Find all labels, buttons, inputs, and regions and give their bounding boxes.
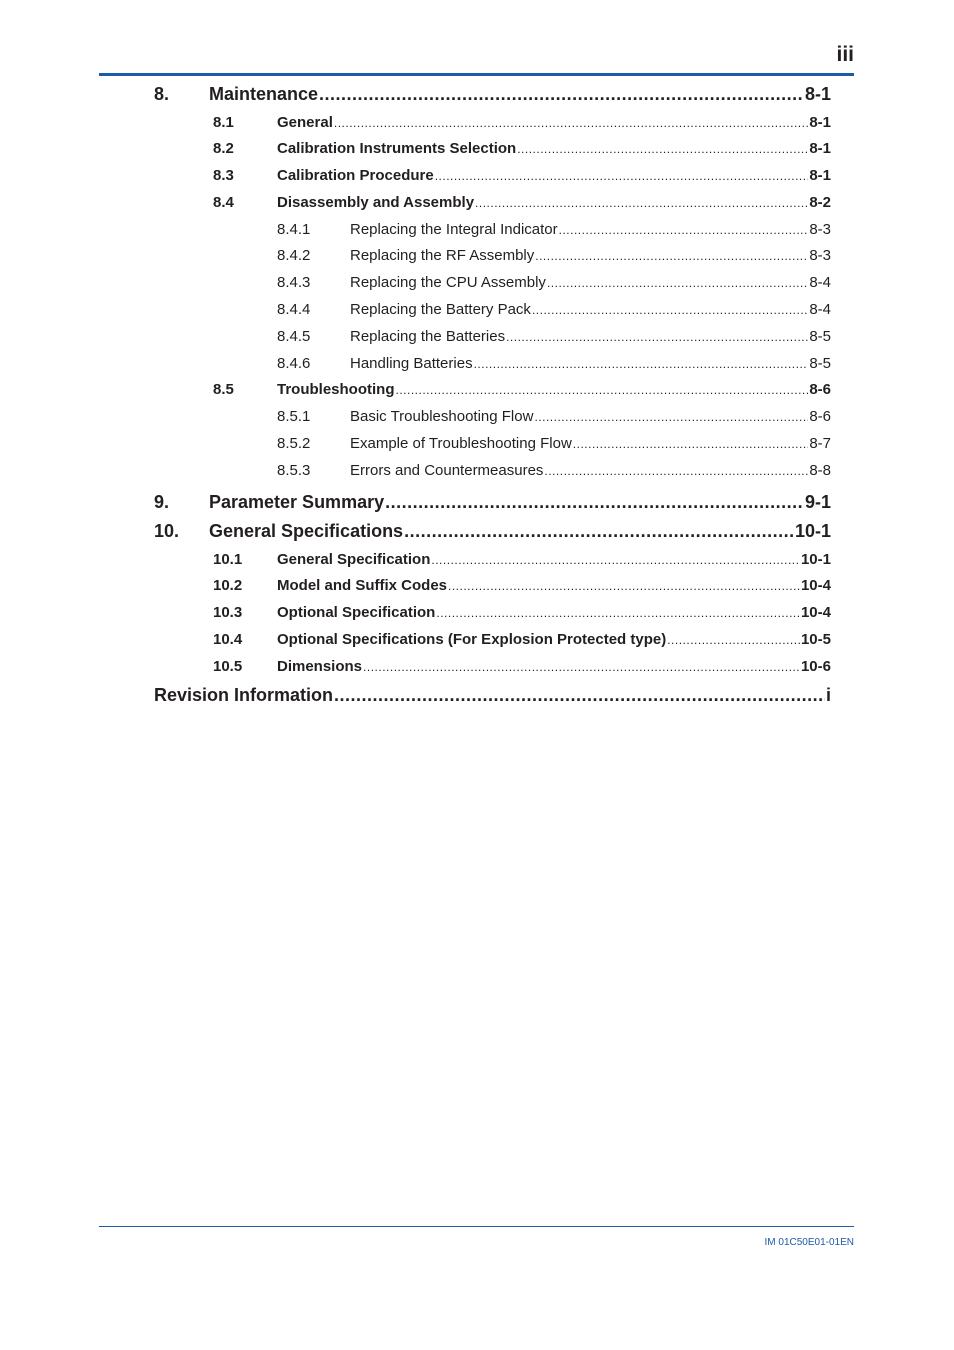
- toc-section-8-2[interactable]: [154, 140, 831, 167]
- dot-leader: [435, 169, 809, 183]
- toc-subsection-number: 8.4.1: [277, 220, 311, 238]
- toc-page-ref: 8-1: [809, 167, 831, 185]
- header-rule: [99, 73, 854, 76]
- toc-section-title: Dimensions: [277, 657, 363, 675]
- toc-page-ref: 8-5: [809, 354, 831, 372]
- dot-leader: [385, 492, 804, 513]
- toc-section-title: Calibration Instruments Selection: [277, 140, 517, 158]
- toc-section-title: Optional Specification: [277, 604, 436, 622]
- toc-chapter-title: Parameter Summary: [209, 491, 385, 512]
- toc-subsection-title: Handling Batteries: [350, 354, 473, 372]
- toc-section-10-3[interactable]: [154, 604, 831, 631]
- toc-section-8-1[interactable]: [154, 114, 831, 141]
- toc-subsection-title: Replacing the Batteries: [350, 327, 506, 345]
- toc-page-ref: 8-1: [804, 84, 831, 104]
- dot-leader: [431, 553, 800, 567]
- toc-subsection-title: Basic Troubleshooting Flow: [350, 408, 534, 426]
- toc-subsection-number: 8.4.2: [277, 247, 311, 265]
- toc-section-title: Optional Specifications (For Explosion Protected type): [277, 631, 667, 649]
- dot-leader: [547, 276, 808, 290]
- toc-subsection-8-4-5[interactable]: [154, 328, 831, 355]
- toc-chapter-title: Maintenance: [209, 84, 319, 104]
- table-of-contents: [154, 84, 831, 714]
- toc-section-number: 8.3: [213, 167, 234, 185]
- toc-section-number: 10.1: [213, 550, 243, 568]
- toc-page-ref: 9-1: [804, 491, 831, 512]
- dot-leader: [363, 660, 800, 674]
- toc-page-ref: 8-6: [809, 381, 831, 399]
- toc-subsection-number: 8.5.1: [277, 408, 311, 426]
- toc-section-number: 10.2: [213, 577, 243, 595]
- footer-rule: [99, 1226, 854, 1227]
- document-id: IM 01C50E01-01EN: [764, 1237, 854, 1248]
- toc-subsection-8-4-4[interactable]: [154, 301, 831, 328]
- toc-section-number: 10.3: [213, 604, 243, 622]
- toc-chapter-title: General Specifications: [209, 521, 404, 542]
- toc-subsection-number: 8.4.6: [277, 354, 311, 372]
- toc-section-8-3[interactable]: [154, 167, 831, 194]
- toc-subsection-8-4-2[interactable]: [154, 247, 831, 274]
- toc-page-ref: 8-5: [809, 327, 831, 345]
- toc-section-number: 8.5: [213, 381, 234, 399]
- toc-subsection-number: 8.5.2: [277, 435, 311, 453]
- toc-subsection-title: Replacing the RF Assembly: [350, 247, 535, 265]
- toc-page-ref: 8-4: [809, 301, 831, 319]
- toc-revision-information[interactable]: [154, 685, 831, 715]
- toc-section-number: 10.5: [213, 657, 243, 675]
- toc-section-8-4[interactable]: [154, 194, 831, 221]
- toc-page-ref: 10-6: [800, 657, 831, 675]
- toc-section-number: 8.4: [213, 193, 234, 211]
- toc-subsection-title: Example of Troubleshooting Flow: [350, 435, 572, 453]
- toc-page-ref: 8-7: [809, 435, 831, 453]
- toc-section-10-1[interactable]: [154, 551, 831, 578]
- toc-section-8-5[interactable]: [154, 381, 831, 408]
- page-number: iii: [836, 43, 854, 66]
- dot-leader: [544, 464, 808, 478]
- toc-section-title: Calibration Procedure: [277, 167, 434, 185]
- toc-page-ref: 8-3: [809, 247, 831, 265]
- dot-leader: [535, 249, 808, 263]
- dot-leader: [517, 142, 808, 156]
- toc-page-ref: 8-1: [809, 113, 831, 131]
- toc-section-10-5[interactable]: [154, 658, 831, 685]
- toc-page-ref: 8-2: [809, 193, 831, 211]
- dot-leader: [532, 303, 808, 317]
- dot-leader: [534, 410, 808, 424]
- toc-section-number: 10.4: [213, 631, 243, 649]
- toc-section-number: 8.2: [213, 140, 234, 158]
- toc-subsection-number: 8.4.4: [277, 301, 311, 319]
- toc-chapter-number: 10.: [154, 521, 180, 542]
- toc-subsection-title: Replacing the Battery Pack: [350, 301, 531, 319]
- toc-section-number: 8.1: [213, 113, 234, 131]
- dot-leader: [436, 606, 800, 620]
- toc-page-ref: 8-8: [809, 461, 831, 479]
- toc-section-title: Troubleshooting: [277, 381, 395, 399]
- toc-subsection-title: Errors and Countermeasures: [350, 461, 544, 479]
- toc-section-10-2[interactable]: [154, 577, 831, 604]
- dot-leader: [448, 579, 800, 593]
- toc-page-ref: 8-1: [809, 140, 831, 158]
- toc-chapter-10[interactable]: [154, 521, 831, 551]
- toc-page-ref: 10-5: [800, 631, 831, 649]
- toc-page-ref: 10-1: [800, 550, 831, 568]
- toc-section-title: General Specification: [277, 550, 431, 568]
- toc-page-ref: 8-3: [809, 220, 831, 238]
- toc-page-ref: 10-1: [794, 521, 831, 542]
- dot-leader: [475, 196, 808, 210]
- toc-page-ref: 8-6: [809, 408, 831, 426]
- dot-leader: [404, 521, 794, 542]
- toc-subsection-title: Replacing the CPU Assembly: [350, 274, 546, 292]
- toc-section-title: Model and Suffix Codes: [277, 577, 448, 595]
- toc-chapter-9[interactable]: [154, 492, 831, 522]
- dot-leader: [559, 223, 809, 237]
- toc-page-ref: i: [825, 684, 831, 705]
- toc-page-ref: 10-4: [800, 604, 831, 622]
- toc-chapter-number: 8.: [154, 84, 170, 104]
- toc-subsection-8-4-6[interactable]: [154, 355, 831, 382]
- toc-subsection-number: 8.5.3: [277, 461, 311, 479]
- toc-page-ref: 10-4: [800, 577, 831, 595]
- toc-subsection-number: 8.4.5: [277, 327, 311, 345]
- dot-leader: [334, 116, 808, 130]
- dot-leader: [506, 330, 808, 344]
- toc-chapter-number: 9.: [154, 491, 170, 512]
- dot-leader: [319, 84, 804, 105]
- toc-subsection-number: 8.4.3: [277, 274, 311, 292]
- dot-leader: [573, 437, 809, 451]
- toc-chapter-8[interactable]: [154, 84, 831, 114]
- dot-leader: [667, 633, 800, 647]
- toc-section-10-4[interactable]: [154, 631, 831, 658]
- toc-subsection-8-5-2[interactable]: [154, 435, 831, 462]
- toc-section-title: Disassembly and Assembly: [277, 193, 475, 211]
- toc-chapter-title: Revision Information: [154, 684, 334, 705]
- toc-subsection-8-4-1[interactable]: [154, 221, 831, 248]
- dot-leader: [396, 383, 809, 397]
- toc-subsection-title: Replacing the Integral Indicator: [350, 220, 558, 238]
- dot-leader: [474, 357, 809, 371]
- toc-subsection-8-4-3[interactable]: [154, 274, 831, 301]
- toc-section-title: General: [277, 113, 333, 131]
- toc-page-ref: 8-4: [809, 274, 831, 292]
- toc-subsection-8-5-1[interactable]: [154, 408, 831, 435]
- toc-subsection-8-5-3[interactable]: [154, 462, 831, 489]
- dot-leader: [334, 685, 825, 706]
